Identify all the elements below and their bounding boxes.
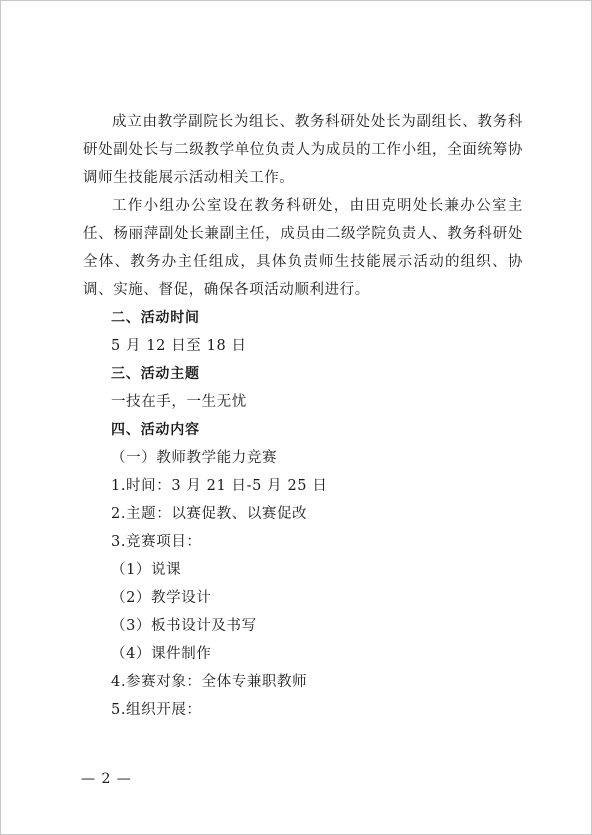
competition-item: （4）课件制作 [111, 646, 212, 662]
competition-item: （3）板书设计及书写 [111, 618, 257, 634]
competition-title: （一）教师教学能力竞赛 [111, 450, 278, 466]
section-heading-content: 四、活动内容 [111, 422, 200, 438]
competition-item: （2）教学设计 [111, 590, 212, 606]
competition-topic: 2.主题：以赛促教、以赛促改 [111, 506, 308, 522]
competition-item: （1）说课 [111, 562, 182, 578]
page-number: — 2 — [81, 771, 132, 787]
activity-theme: 一技在手，一生无忧 [111, 394, 247, 410]
paragraph-office: 工作小组办公室设在教务科研处，由田克明处长兼办公室主任、杨丽萍副处长兼副主任，成员由二级学院负责人、教务科研处全体、教务办主任组成，具体负责师生技能展示活动的组织、协调、实施、督促，确保各项活动顺利进行。 [83, 198, 523, 298]
competition-items-label: 3.竞赛项目： [111, 534, 202, 550]
section-heading-theme: 三、活动主题 [111, 366, 200, 382]
competition-participants: 4.参赛对象：全体专兼职教师 [111, 674, 308, 690]
paragraph-working-group: 成立由教学副院长为组长、教务科研处处长为副组长、教务科研处副处长与二级教学单位负责人为成员的工作小组，全面统筹协调师生技能展示活动相关工作。 [83, 114, 523, 186]
document-body [83, 108, 523, 724]
section-heading-time: 二、活动时间 [111, 310, 200, 326]
competition-time: 1.时间：3 月 21 日-5 月 25 日 [111, 478, 328, 494]
competition-organization: 5.组织开展： [111, 702, 202, 718]
activity-time: 5 月 12 日至 18 日 [111, 338, 247, 354]
